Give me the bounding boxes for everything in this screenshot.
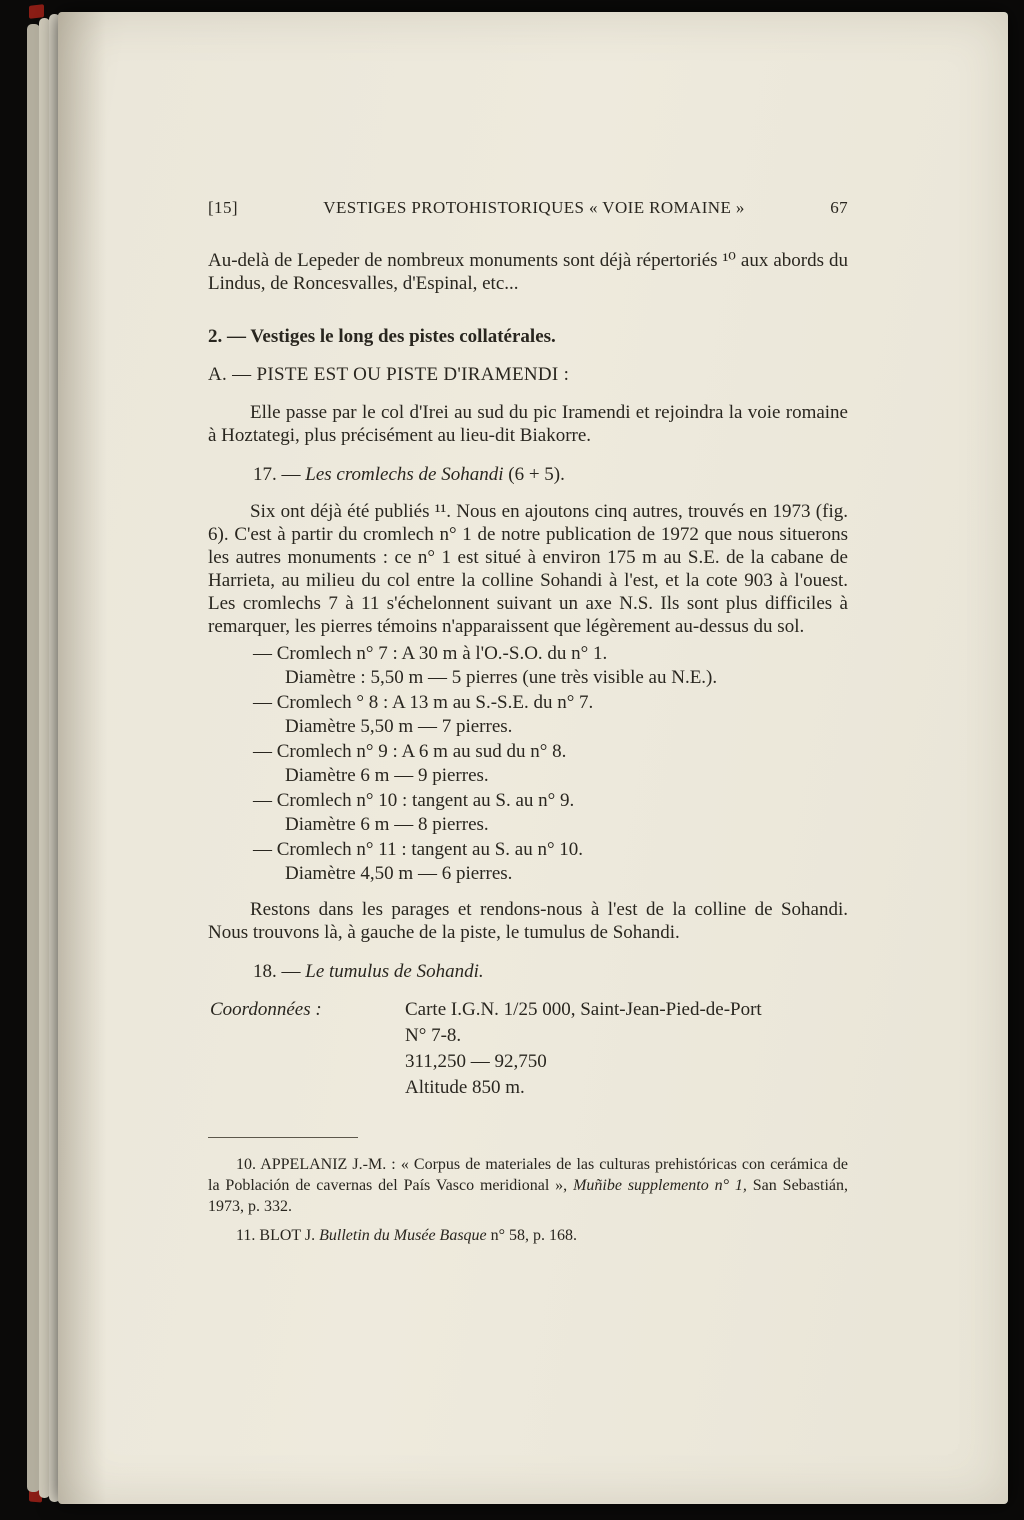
- cromlech-diameter: Diamètre 6 m — 8 pierres.: [285, 814, 489, 835]
- cromlech-location: — Cromlech n° 9 : A 6 m au sud du n° 8.: [253, 741, 567, 762]
- coordinates-block: [208, 997, 848, 1101]
- coordinates-line-altitude: Altitude 850 m.: [405, 1077, 525, 1098]
- paragraph-six: Six ont déjà été publiés ¹¹. Nous en ajoutons cinq autres, trouvés en 1973 (fig. 6). C'est à partir du cromlech n° 1 de notre publication de 1972 que nous situerons les autres monuments : ce n° 1 est situé à environ 175 m au S.E. de la cabane de Harrieta, au milieu du col entre la colline Sohandi à l'est, et la cote 903 à l'ouest. Les cromlechs 7 à 11 s'échelonnent suivant un axe N.S. Ils sont plus difficiles à remarquer, les pierres témoins n'apparaissent que légèrement au-dessus du sol.: [208, 501, 848, 637]
- coordinates-line-sheet: N° 7-8.: [405, 1025, 462, 1046]
- page-content: [208, 196, 848, 1254]
- cromlech-location: — Cromlech ° 8 : A 13 m au S.-S.E. du n° 7.: [253, 692, 594, 713]
- section-a-heading: A. — PISTE EST OU PISTE D'IRAMENDI :: [208, 364, 570, 385]
- running-title: VESTIGES PROTOHISTORIQUES « VOIE ROMAINE »: [323, 198, 745, 217]
- footnote-separator: [208, 1137, 358, 1138]
- item-18-heading: [208, 960, 848, 983]
- item-17-title: Les cromlechs de Sohandi: [305, 464, 504, 485]
- item-17-number: 17. —: [253, 464, 306, 485]
- item-17-tail: (6 + 5).: [503, 464, 565, 485]
- binding-shadow: [58, 12, 106, 1504]
- footnote-11-text: 11. BLOT J.: [236, 1227, 320, 1244]
- cromlech-list: [208, 642, 848, 886]
- cromlech-entry: [208, 740, 848, 788]
- paragraph-intro: Au-delà de Lepeder de nombreux monuments sont déjà répertoriés ¹⁰ aux abords du Lindus, de Roncesvalles, d'Espinal, etc...: [208, 250, 848, 294]
- cromlech-diameter: Diamètre 4,50 m — 6 pierres.: [285, 863, 513, 884]
- red-cover-sliver-top: [29, 4, 44, 19]
- footnote-10-text: 10. APPELANIZ J.-M. : « Corpus de materiales de las culturas prehistóricas con cerámica de la Población de cavernas del País Vasco meridional »,: [208, 1156, 848, 1194]
- cromlech-entry: [208, 838, 848, 886]
- cromlech-entry: [208, 642, 848, 690]
- cromlech-entry: [208, 691, 848, 739]
- coordinates-line-map: Carte I.G.N. 1/25 000, Saint-Jean-Pied-de-Port: [405, 999, 762, 1020]
- coordinates-label: Coordonnées :: [210, 999, 322, 1020]
- section-2-heading: 2. — Vestiges le long des pistes collatérales.: [208, 326, 556, 347]
- paragraph-restons: Restons dans les parages et rendons-nous à l'est de la colline de Sohandi. Nous trouvons là, à gauche de la piste, le tumulus de Sohandi.: [208, 899, 848, 943]
- coordinates-lines: [405, 997, 848, 1101]
- cromlech-location: — Cromlech n° 10 : tangent au S. au n° 9.: [253, 790, 575, 811]
- paragraph-piste: Elle passe par le col d'Irei au sud du pic Iramendi et rejoindra la voie romaine à Hoztategi, plus précisément au lieu-dit Biakorre.: [208, 402, 848, 446]
- coordinates-line-grid: 311,250 — 92,750: [405, 1051, 547, 1072]
- footnote-10-tail: San Sebastián, 1973, p. 332.: [208, 1177, 848, 1215]
- item-18-number: 18. —: [253, 961, 306, 982]
- footnote-11: [208, 1225, 848, 1246]
- section-ref: [15]: [208, 198, 238, 217]
- page-number: 67: [830, 198, 848, 217]
- book-page: [58, 12, 1008, 1504]
- running-header: [208, 196, 848, 219]
- item-18-title: Le tumulus de Sohandi.: [305, 961, 484, 982]
- cromlech-location: — Cromlech n° 7 : A 30 m à l'O.-S.O. du n° 1.: [253, 643, 608, 664]
- cromlech-diameter: Diamètre 5,50 m — 7 pierres.: [285, 716, 513, 737]
- cromlech-location: — Cromlech n° 11 : tangent au S. au n° 10.: [253, 839, 584, 860]
- footnote-10-italic: Muñibe supplemento n° 1,: [573, 1177, 747, 1194]
- cromlech-diameter: Diamètre : 5,50 m — 5 pierres (une très visible au N.E.).: [285, 667, 718, 688]
- footnote-10: [208, 1154, 848, 1217]
- cromlech-diameter: Diamètre 6 m — 9 pierres.: [285, 765, 489, 786]
- cromlech-entry: [208, 789, 848, 837]
- item-17-heading: [208, 463, 848, 486]
- footnote-11-italic: Bulletin du Musée Basque: [319, 1227, 487, 1244]
- footnote-11-tail: n° 58, p. 168.: [486, 1227, 578, 1244]
